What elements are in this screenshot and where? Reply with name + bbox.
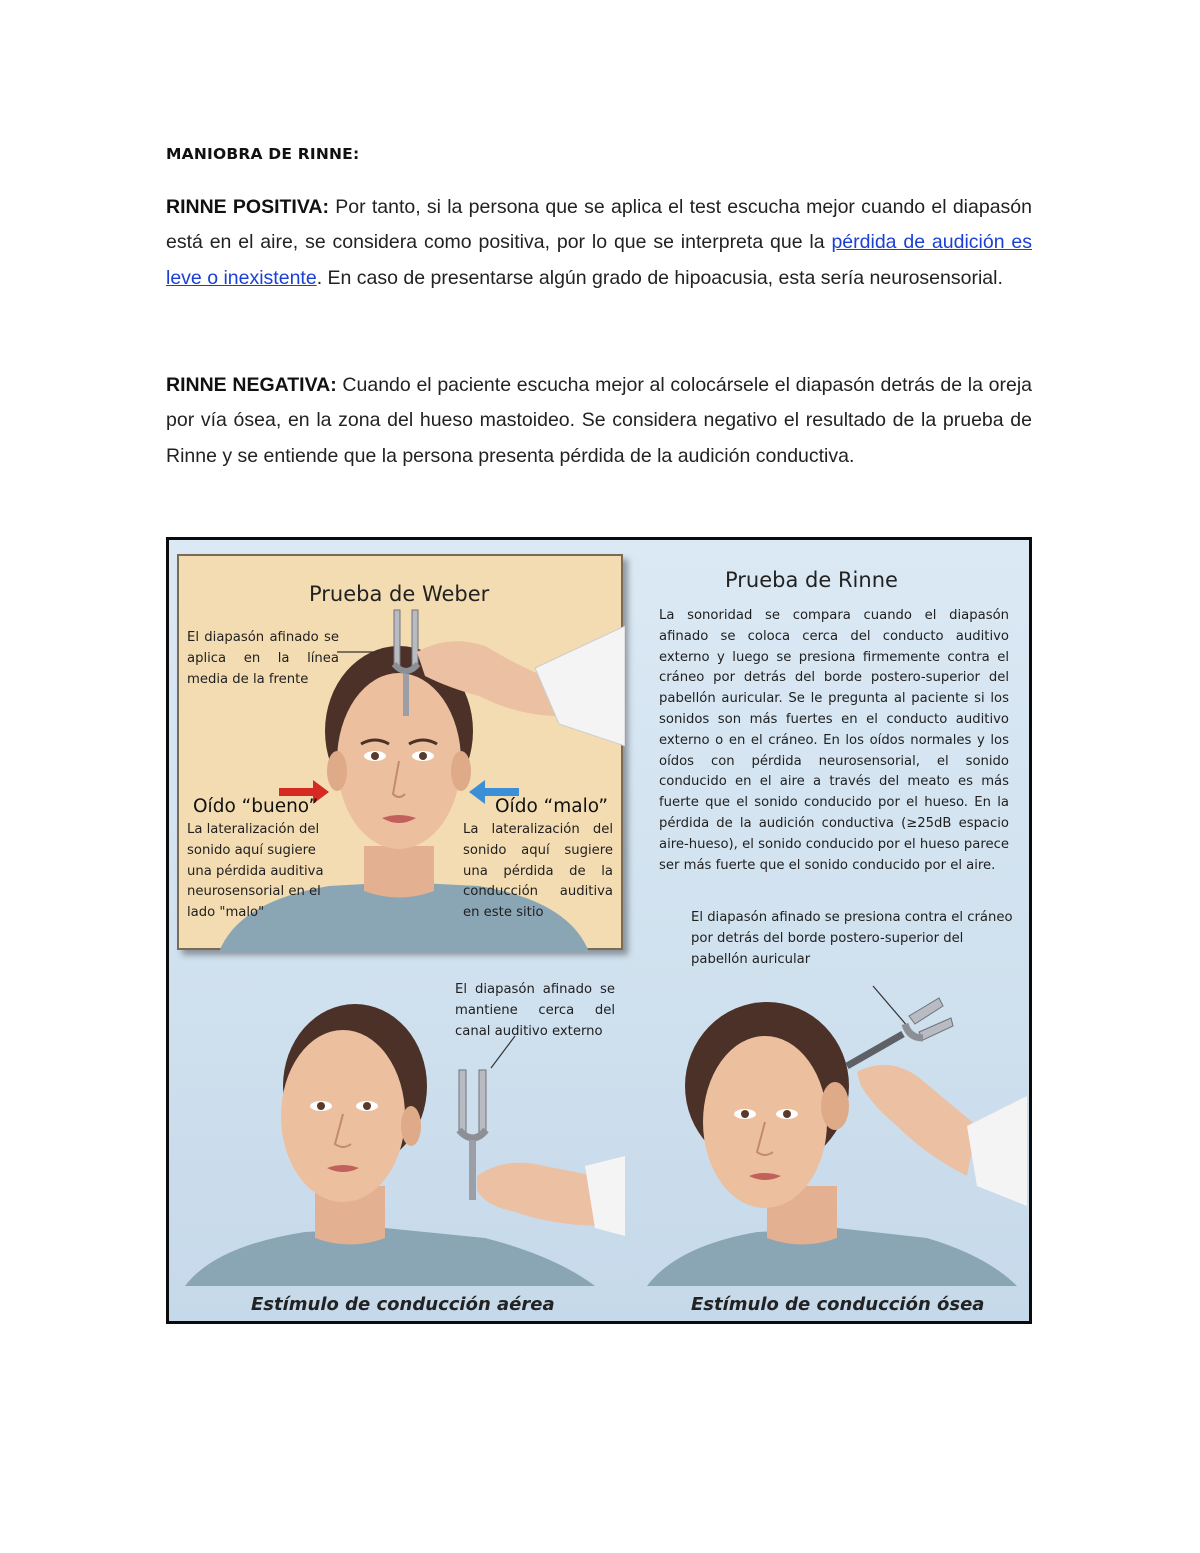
section-heading: MANIOBRA DE RINNE: xyxy=(166,145,360,163)
rinne-positiva-text-end: . En caso de presentarse algún grado de hipoacusia, esta sería neurosensorial. xyxy=(316,266,1003,289)
good-ear-text: La lateralización del sonido aquí sugiere una pérdida auditiva neurosensorial en el lado "malo" xyxy=(187,822,324,921)
rinne-negativa-label: RINNE NEGATIVA: xyxy=(166,374,337,396)
air-conduction-illustration xyxy=(185,976,625,1286)
rinne-positiva-label: RINNE POSITIVA: xyxy=(166,196,329,218)
bone-conduction-illustration xyxy=(647,976,1027,1286)
caption-air-conduction: Estímulo de conducción aérea xyxy=(251,1294,555,1315)
weber-fork-note: El diapasón afinado se aplica en la línea media de la frente xyxy=(187,630,339,687)
rinne-negativa-paragraph xyxy=(166,368,1032,474)
rinne-title: Prueba de Rinne xyxy=(725,568,898,592)
caption-bone-conduction: Estímulo de conducción ósea xyxy=(691,1294,985,1315)
rinne-air-note: El diapasón afinado se mantiene cerca del canal auditivo externo xyxy=(455,982,615,1039)
rinne-bone-note: El diapasón afinado se presiona contra el cráneo por detrás del borde postero-superior del pabellón auricular xyxy=(691,910,1013,967)
good-ear-label: Oído “bueno” xyxy=(193,796,319,817)
bad-ear-text: La lateralización del sonido aquí sugiere una pérdida de la conducción auditiva en este sitio xyxy=(463,822,613,921)
weber-rinne-figure xyxy=(166,537,1032,1324)
bad-ear-label: Oído “malo” xyxy=(495,796,608,817)
hearing-loss-link[interactable]: pérdida de audición es leve o inexistente xyxy=(166,231,1032,289)
weber-title: Prueba de Weber xyxy=(309,582,490,606)
weber-panel xyxy=(177,554,623,950)
rinne-positiva-paragraph xyxy=(166,190,1032,296)
rinne-description: La sonoridad se compara cuando el diapasón afinado se coloca cerca del conducto auditivo externo y luego se presiona firmemente contra el cráneo por detrás del borde postero-superior del pabellón auricular. Se le pregunta al paciente si los sonidos son más fuertes en el conducto auditivo externo o en el cráneo. En los oídos normales y los oídos con pérdida neurosensorial, el sonido conducido en el aire a través del meato es más fuerte que el sonido conducido por el hueso. En la pérdida de la audición conductiva (≥25dB espacio aire-hueso), el sonido conducido por el hueso parece ser más fuerte que el sonido conducido por el aire. xyxy=(659,608,1009,873)
weber-sleeve xyxy=(535,626,625,746)
rinne-positiva-text: Por tanto, si la persona que se aplica el test escucha mejor cuando el diapasón está en el aire, se considera como positiva, por lo que se interpreta que la xyxy=(166,196,1032,254)
rinne-negativa-text: Cuando el paciente escucha mejor al colocársele el diapasón detrás de la oreja por vía ósea, en la zona del hueso mastoideo. Se considera negativo el resultado de la prueba de Rinne y se entiende que la persona presenta pérdida de la audición conductiva. xyxy=(166,374,1032,467)
